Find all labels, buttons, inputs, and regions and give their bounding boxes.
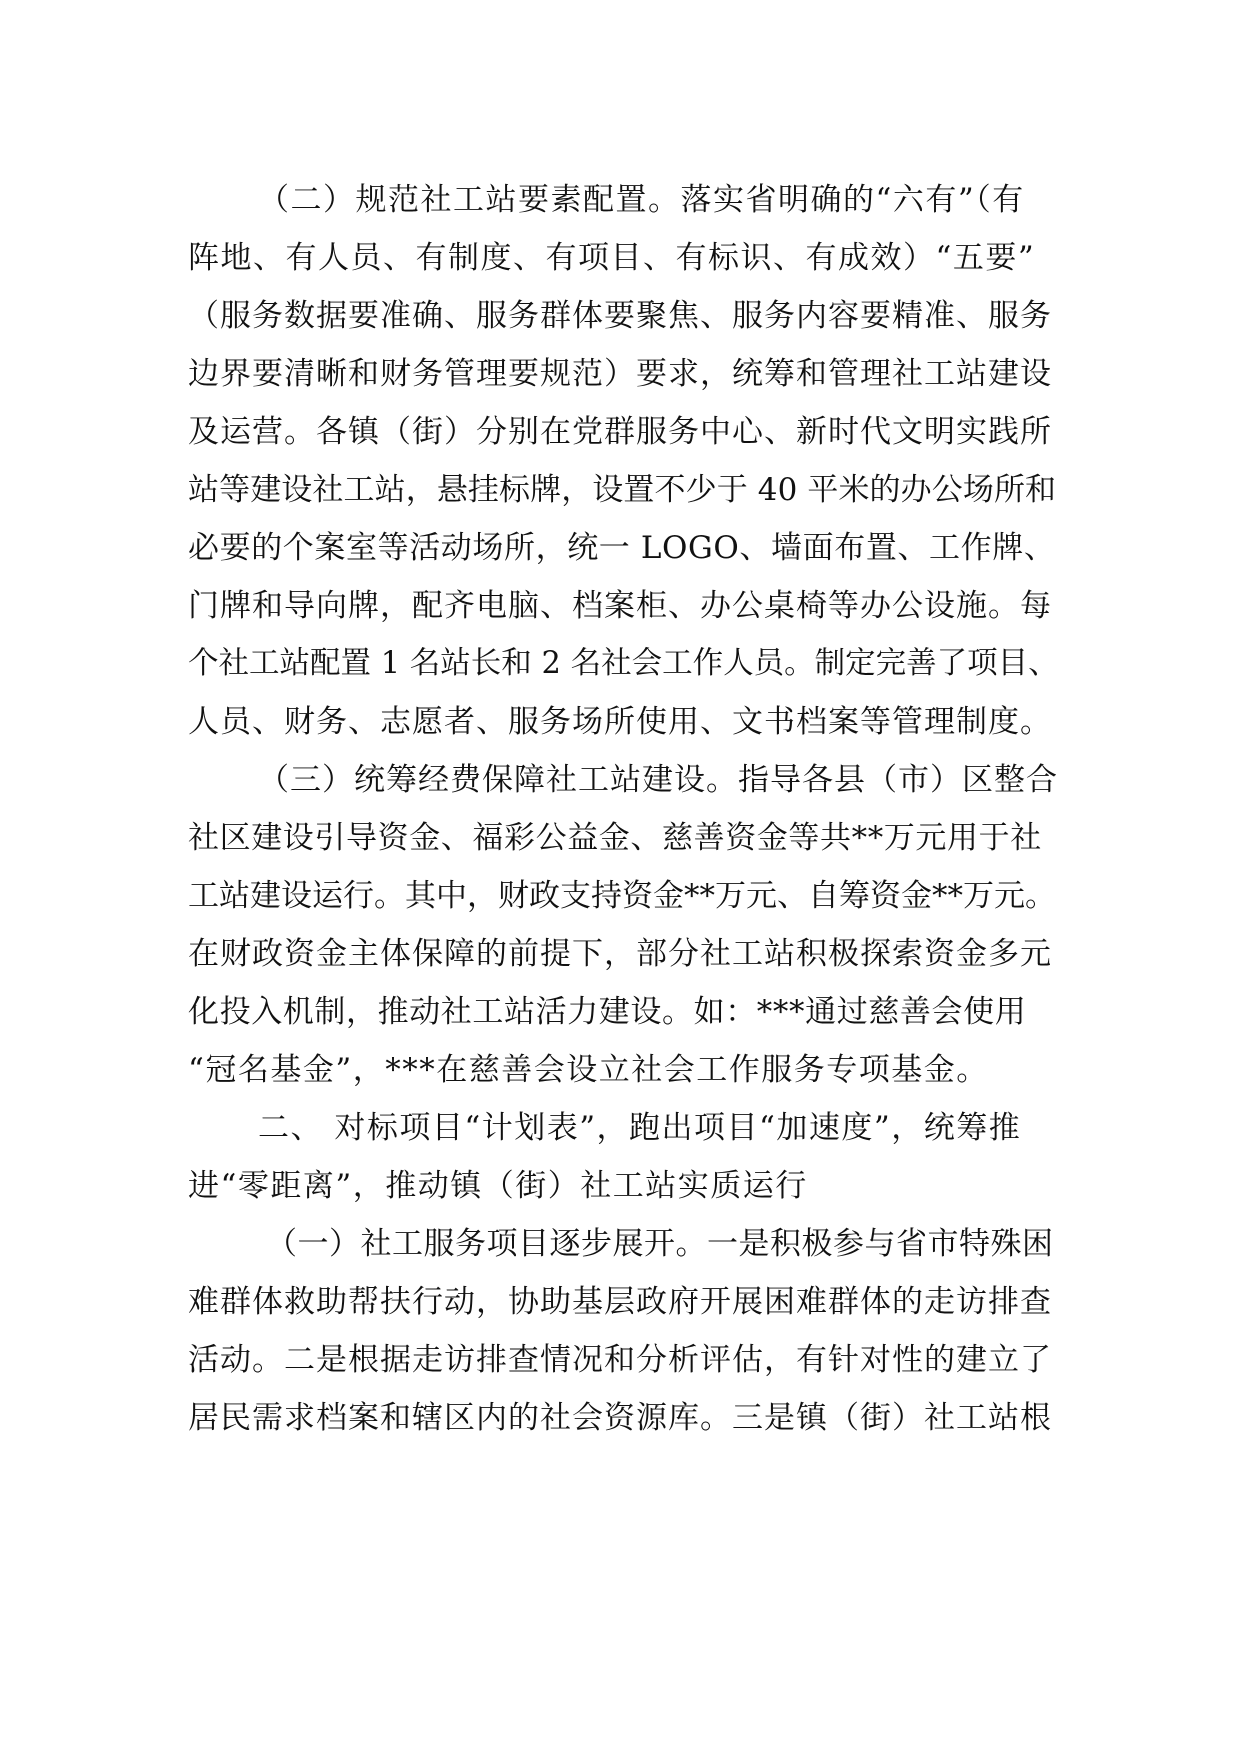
paragraph-1-line-4: 边界要清晰和财务管理要规范）要求，统筹和管理社工站建设	[188, 356, 1052, 392]
paragraph-2-line-5: 化投入机制，推动社工站活力建设。如：***通过慈善会使用	[188, 994, 1027, 1030]
paragraph-1-line-7: 必要的个案室等活动场所，统一 LOGO、墙面布置、工作牌、	[188, 530, 1056, 566]
paragraph-4-line-1: （一）社工服务项目逐步展开。一是积极参与省市特殊困	[266, 1226, 1054, 1262]
paragraph-1-line-10: 人员、财务、志愿者、服务场所使用、文书档案等管理制度。	[188, 704, 1052, 740]
paragraph-4-line-4: 居民需求档案和辖区内的社会资源库。三是镇（街）社工站根	[188, 1400, 1052, 1436]
section-heading-line-1: 二、 对标项目“计划表”，跑出项目“加速度”，统筹推	[258, 1110, 1022, 1146]
paragraph-4-line-3: 活动。二是根据走访排查情况和分析评估，有针对性的建立了	[188, 1342, 1052, 1378]
paragraph-2-line-3: 工站建设运行。其中，财政支持资金**万元、自筹资金**万元。	[188, 878, 1056, 914]
paragraph-4-line-2: 难群体救助帮扶行动，协助基层政府开展困难群体的走访排查	[188, 1284, 1052, 1320]
paragraph-1-line-5: 及运营。各镇（街）分别在党群服务中心、新时代文明实践所	[188, 414, 1052, 450]
paragraph-2-line-2: 社区建设引导资金、福彩公益金、慈善资金等共**万元用于社	[188, 820, 1042, 856]
paragraph-1-line-3: （服务数据要准确、服务群体要聚焦、服务内容要精准、服务	[188, 298, 1052, 334]
paragraph-1-line-2: 阵地、有人员、有制度、有项目、有标识、有成效）“五要”	[188, 240, 1036, 276]
section-heading-line-2: 进“零距离”，推动镇（街）社工站实质运行	[188, 1168, 808, 1204]
paragraph-1-line-8: 门牌和导向牌，配齐电脑、档案柜、办公桌椅等办公设施。每	[188, 588, 1052, 624]
paragraph-2-line-6: “冠名基金”，***在慈善会设立社会工作服务专项基金。	[188, 1052, 989, 1088]
paragraph-1-line-9: 个社工站配置 1 名站长和 2 名社会工作人员。制定完善了项目、	[188, 646, 1059, 681]
paragraph-2-line-4: 在财政资金主体保障的前提下，部分社工站积极探索资金多元	[188, 936, 1052, 972]
paragraph-2-line-1: （三）统筹经费保障社工站建设。指导各县（市）区整合	[258, 762, 1058, 798]
paragraph-1-line-6: 站等建设社工站，悬挂标牌，设置不少于 40 平米的办公场所和	[188, 472, 1057, 508]
paragraph-1-line-1: （二）规范社工站要素配置。落实省明确的“六有”（有	[258, 182, 1025, 218]
